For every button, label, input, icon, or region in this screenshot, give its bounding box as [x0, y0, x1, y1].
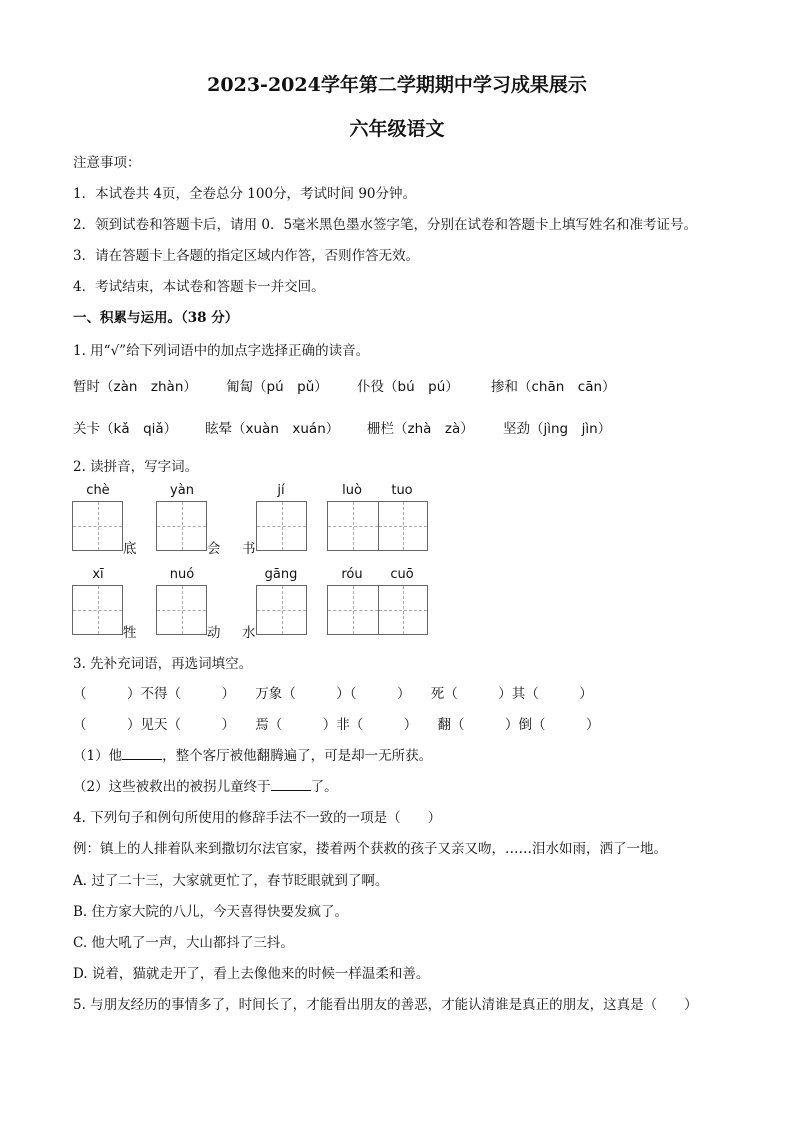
pinyin-label: chè	[86, 483, 110, 498]
writing-grid[interactable]	[156, 585, 207, 635]
word-suffix: 动	[207, 625, 221, 641]
pinyin-label: luò	[342, 483, 362, 498]
word-suffix: 会	[207, 541, 221, 557]
q1-item: 仆役（bú pú）	[357, 379, 459, 395]
pinyin-label: xī	[92, 567, 104, 582]
notes-heading: 注意事项：	[73, 155, 141, 171]
pinyin-label: tuo	[391, 483, 413, 498]
pinyin-label: cuō	[390, 567, 414, 582]
section-heading: 一、积累与运用。（38 分）	[73, 310, 239, 326]
question-5-prompt: 5. 与朋友经历的事情多了，时间长了，才能看出朋友的善恶，才能认清谁是真正的朋友，这真是（ ）	[73, 997, 698, 1013]
fill-blank[interactable]	[271, 778, 311, 791]
question-3-prompt: 3. 先补充词语，再选词填空。	[73, 656, 253, 672]
q1-item: 匍匐（pú pǔ）	[226, 379, 328, 395]
q4-option-b[interactable]: B. 住方家大院的八儿，今天喜得快要发疯了。	[73, 904, 349, 920]
q1-item: 坚劲（jìng jìn）	[503, 421, 612, 437]
q4-option-a[interactable]: A. 过了二十三，大家就更忙了，春节眨眼就到了啊。	[73, 873, 389, 889]
q3-sentence-1-end: ，整个客厅被他翻腾遍了，可是却一无所获。	[162, 748, 433, 764]
q1-item: 掺和（chān cān）	[491, 379, 616, 395]
question-4-prompt: 4. 下列句子和例句所使用的修辞手法不一致的一项是（ ）	[73, 810, 442, 826]
note-item: 4．考试结束，本试卷和答题卡一并交回。	[73, 279, 325, 295]
q1-item: 眩晕（xuàn xuán）	[205, 421, 340, 437]
q3-sentence-2-start: （2）这些被救出的被拐儿童终于	[73, 779, 271, 795]
q4-option-c[interactable]: C. 他大吼了一声，大山都抖了三抖。	[73, 935, 294, 951]
q4-option-d[interactable]: D. 说着，猫就走开了，看上去像他来的时候一样温柔和善。	[73, 966, 430, 982]
word-suffix: 底	[123, 541, 137, 557]
writing-grid[interactable]	[72, 585, 123, 635]
q3-sentence-2-end: 了。	[310, 779, 338, 795]
q1-item: 栅栏（zhà zà）	[367, 421, 474, 437]
word-prefix: 书	[242, 541, 256, 557]
q1-item: 暂时（zàn zhàn）	[73, 379, 197, 395]
q4-example: 例：镇上的人排着队来到撒切尔法官家，搂着两个获救的孩子又亲又吻，……泪水如雨，洒了一地。	[73, 841, 667, 857]
word-suffix: 牲	[123, 625, 137, 641]
writing-grid[interactable]	[256, 585, 307, 635]
q3-sentence-1-start: （1）他	[73, 748, 123, 764]
writing-grid[interactable]	[256, 501, 307, 551]
word-prefix: 水	[242, 625, 256, 641]
writing-grid[interactable]	[156, 501, 207, 551]
writing-grid[interactable]	[327, 585, 428, 635]
question-2-prompt: 2. 读拼音，写字词。	[73, 459, 199, 475]
pinyin-label: gāng	[264, 567, 298, 582]
pinyin-label: yàn	[170, 483, 194, 498]
pinyin-label: róu	[341, 567, 363, 582]
pinyin-label: jí	[277, 483, 285, 498]
q3-idiom-line: （ ）见天（ ） 焉（ ）非（ ） 翻（ ）倒（ ）	[73, 717, 600, 733]
writing-grid[interactable]	[72, 501, 123, 551]
q1-item: 关卡（kǎ qiǎ）	[73, 421, 178, 437]
note-item: 2．领到试卷和答题卡后，请用 0．5毫米黑色墨水签字笔，分别在试卷和答题卡上填写姓名和准考证号。	[73, 217, 698, 233]
note-item: 3．请在答题卡上各题的指定区域内作答，否则作答无效。	[73, 248, 420, 264]
note-item: 1．本试卷共 4页，全卷总分 100分，考试时间 90分钟。	[73, 186, 416, 202]
q3-sentence-2	[73, 775, 338, 795]
q3-idiom-line: （ ）不得（ ） 万象（ ）（ ） 死（ ）其（ ）	[73, 686, 593, 702]
fill-blank[interactable]	[122, 747, 162, 760]
exam-subtitle: 六年级语文	[349, 118, 445, 140]
question-1-prompt: 1. 用“√”给下列词语中的加点字选择正确的读音。	[73, 343, 370, 359]
pinyin-label: nuó	[169, 567, 195, 582]
q3-sentence-1	[73, 744, 432, 764]
exam-title: 2023-2024学年第二学期期中学习成果展示	[207, 74, 587, 96]
writing-grid[interactable]	[327, 501, 428, 551]
